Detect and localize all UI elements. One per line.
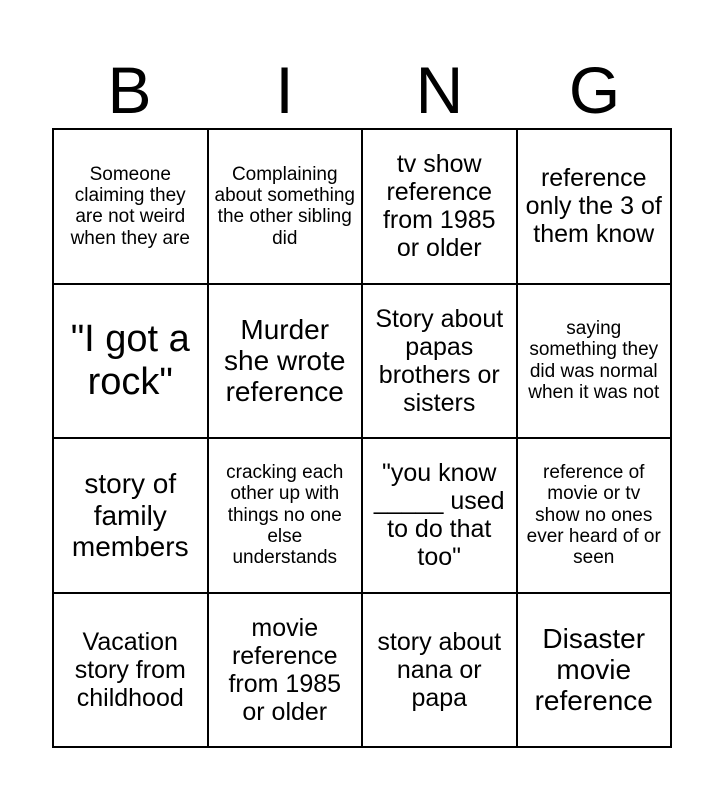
bingo-grid — [52, 128, 672, 748]
bingo-cell-r4c2[interactable] — [209, 594, 364, 749]
cell-text: story about nana or papa — [377, 627, 502, 712]
bingo-cell-r2c4[interactable] — [518, 285, 673, 440]
bingo-cell-r3c3[interactable] — [363, 439, 518, 594]
cell-text: Disaster movie reference — [534, 622, 653, 717]
cell-text: Story about papas brothers or sisters — [375, 304, 504, 417]
header-letter-b: B — [107, 53, 152, 127]
bingo-cell-r1c1[interactable] — [54, 130, 209, 285]
cell-text: reference of movie or tv show no ones ever heard of or seen — [526, 462, 661, 569]
bingo-cell-r4c3[interactable] — [363, 594, 518, 749]
cell-text: saying something they did was normal when it was not — [528, 318, 660, 404]
bingo-cell-r3c2[interactable] — [209, 439, 364, 594]
cell-text: Someone claiming they are not weird when they are — [70, 163, 190, 249]
header-letter-i: I — [275, 53, 294, 127]
bingo-cell-r3c1[interactable] — [54, 439, 209, 594]
bingo-cell-r2c2[interactable] — [209, 285, 364, 440]
cell-text: Vacation story from childhood — [74, 627, 186, 712]
bingo-cell-r1c3[interactable] — [363, 130, 518, 285]
cell-text: Murder she wrote reference — [224, 313, 346, 408]
header-letter-n: N — [415, 53, 464, 127]
bingo-cell-r2c1[interactable] — [54, 285, 209, 440]
bingo-header — [52, 52, 672, 128]
cell-text: "you know _____ used to do that too" — [373, 459, 505, 572]
cell-text: "I got a rock" — [70, 318, 190, 403]
bingo-cell-r1c4[interactable] — [518, 130, 673, 285]
cell-text: Complaining about something the other sibling did — [214, 163, 355, 249]
bingo-cell-r3c4[interactable] — [518, 439, 673, 594]
cell-text: movie reference from 1985 or older — [228, 613, 342, 726]
bingo-cell-r1c2[interactable] — [209, 130, 364, 285]
cell-text: reference only the 3 of them know — [525, 164, 662, 249]
header-letter-g: G — [568, 53, 621, 127]
bingo-cell-r4c4[interactable] — [518, 594, 673, 749]
cell-text: cracking each other up with things no one else understands — [226, 462, 344, 569]
bingo-cell-r2c3[interactable] — [363, 285, 518, 440]
cell-text: story of family members — [71, 468, 189, 562]
cell-text: tv show reference from 1985 or older — [382, 150, 496, 263]
bingo-cell-r4c1[interactable] — [54, 594, 209, 749]
